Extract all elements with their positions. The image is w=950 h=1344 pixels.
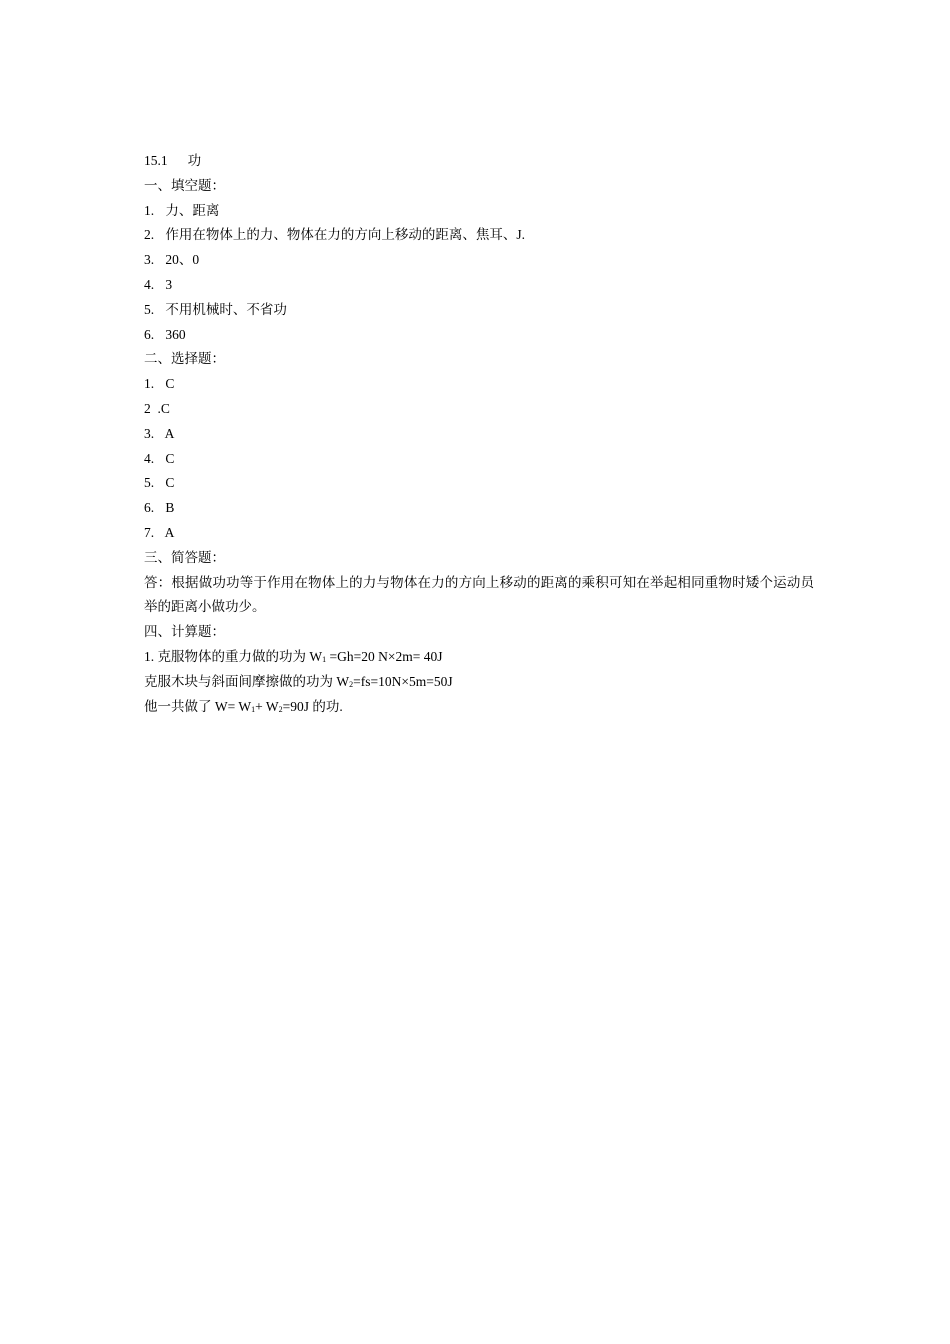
title-text: 功 <box>187 153 202 168</box>
list-item: 3. 20、0 <box>144 252 200 268</box>
list-item: 5. 不用机械时、不省功 <box>144 301 287 317</box>
fill-blank-heading: 一、填空题： <box>144 177 225 193</box>
calculation-line: 1. 克服物体的重力做的功为 $W_1 =Gh=20$ N×2m= 40J <box>144 648 443 664</box>
list-item: 6. 360 <box>144 326 186 342</box>
list-item: 4. 3 <box>144 276 173 292</box>
choice-heading: 二、选择题： <box>144 351 225 367</box>
list-item: 5. C <box>144 475 175 491</box>
list-item: 1. 力、距离 <box>144 202 220 218</box>
section-number: 15.1 <box>144 153 168 168</box>
list-item: 4. C <box>144 450 175 466</box>
list-item: 2 .C <box>144 400 170 416</box>
list-item: 6. B <box>144 500 175 516</box>
calculation-heading: 四、计算题： <box>144 624 225 640</box>
list-item: 1. C <box>144 376 175 392</box>
calculation-line: 他一共做了 $W= W_1+ W_2=90J$ 的功. <box>144 698 343 714</box>
short-answer-heading: 三、简答题： <box>144 549 225 565</box>
calculation-line: 克服木块与斜面间摩擦做的功为 $W_2=fs=10N\times 5m=50J$ <box>144 673 453 689</box>
list-item: 7. A <box>144 524 175 540</box>
list-item: 2. 作用在物体上的力、物体在力的方向上移动的距离、焦耳、J. <box>144 227 526 243</box>
short-answer-text: 答：根据做功功等于作用在物体上的力与物体在力的方向上移动的距离的乘积可知在举起相同重物时矮个运动员举的距离小做功少。 <box>144 574 814 615</box>
page-title <box>144 149 814 174</box>
answer-key <box>144 149 814 719</box>
list-item: 3. A <box>144 425 175 441</box>
